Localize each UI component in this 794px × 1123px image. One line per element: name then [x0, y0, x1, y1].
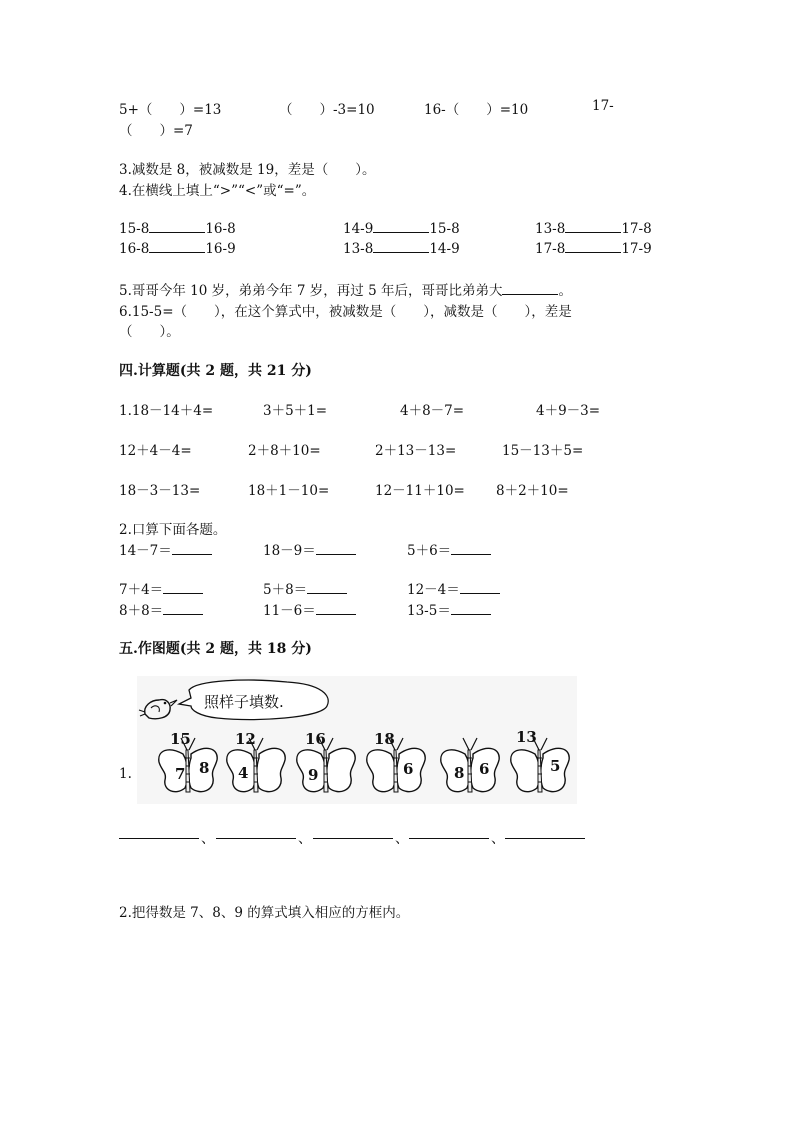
- oral-item: 5＋8＝: [263, 578, 347, 598]
- butterfly-top-number: 16: [305, 730, 326, 748]
- calc-item: 8＋2＋10=: [496, 483, 569, 499]
- answer-blank[interactable]: [149, 219, 205, 233]
- question-6-continued: （ ）。: [119, 324, 180, 340]
- butterfly-right-number: 6: [403, 760, 414, 778]
- butterfly-row: [155, 728, 575, 802]
- question-2-prompt: 2.口算下面各题。: [119, 522, 227, 538]
- blank-question-d-start: 17-: [592, 98, 614, 114]
- calc-item: 4＋9－3=: [536, 403, 601, 419]
- question-3: 3.减数是 8，被减数是 19，差是（ ）。: [119, 162, 376, 178]
- blank-question-d-end: （ ）=7: [119, 123, 193, 139]
- calc-item: 15－13＋5=: [502, 443, 584, 459]
- blank-question-a: 5+（ ）=13: [119, 102, 222, 118]
- calc-item: 12＋4－4=: [119, 443, 192, 459]
- answer-line[interactable]: [313, 838, 393, 840]
- oral-item: 13-5＝: [407, 599, 491, 619]
- question-4-prompt: 4.在横线上填上“>”“<”或“=”。: [119, 183, 316, 199]
- separator: 、: [201, 831, 215, 847]
- calc-item: 2＋13－13=: [375, 443, 457, 459]
- answer-blank[interactable]: [373, 219, 429, 233]
- answer-blank[interactable]: [149, 239, 205, 253]
- calc-item: 12－11＋10=: [375, 483, 465, 499]
- compare-item: 14-9 15-8: [343, 221, 460, 237]
- butterfly-top-number: 18: [374, 730, 395, 748]
- oral-item: 14－7＝: [119, 539, 212, 559]
- calc-item: 18＋1－10=: [248, 483, 330, 499]
- answer-line[interactable]: [216, 838, 296, 840]
- butterfly-top-number: 12: [235, 730, 256, 748]
- answer-blank[interactable]: [502, 281, 558, 295]
- calc-item: 2＋8＋10=: [248, 443, 321, 459]
- bird-icon: [139, 700, 177, 719]
- answer-blank[interactable]: [163, 601, 203, 615]
- butterfly-right-number: 8: [199, 759, 210, 777]
- compare-item: 13-8 17-8: [535, 221, 652, 237]
- oral-item: 7＋4＝: [119, 578, 203, 598]
- compare-item: 16-8 16-9: [119, 241, 236, 257]
- answer-line[interactable]: [505, 838, 585, 840]
- blank-question-b: （ ）-3=10: [279, 102, 375, 118]
- question-1-label: 1.: [119, 766, 132, 782]
- answer-blank[interactable]: [451, 541, 491, 555]
- answer-blank[interactable]: [163, 580, 203, 594]
- compare-item: 17-8 17-9: [535, 241, 652, 257]
- oral-item: 5＋6＝: [407, 539, 491, 559]
- oral-item: 8＋8＝: [119, 599, 203, 619]
- butterfly-left-number: 7: [175, 765, 186, 783]
- butterfly-left-number: 4: [238, 764, 249, 782]
- butterfly-icon: [441, 738, 499, 792]
- calc-item: 3＋5＋1=: [263, 403, 328, 419]
- calc-item: 4＋8－7=: [400, 403, 465, 419]
- section-5-question-2: 2.把得数是 7、8、9 的算式填入相应的方框内。: [119, 905, 410, 921]
- speech-bubble-text: 照样子填数.: [204, 693, 284, 711]
- compare-item: 15-8 16-8: [119, 221, 236, 237]
- butterfly-top-number: 13: [516, 728, 537, 746]
- separator: 、: [298, 831, 312, 847]
- oral-item: 12－4＝: [407, 578, 500, 598]
- answer-blank[interactable]: [460, 580, 500, 594]
- section-4-title: 四.计算题(共 2 题，共 21 分): [119, 363, 312, 379]
- answer-blank[interactable]: [373, 239, 429, 253]
- answer-blank[interactable]: [316, 601, 356, 615]
- question-6: 6.15-5=（ ），在这个算式中，被减数是（ ），减数是（ ），差是: [119, 304, 572, 320]
- butterfly-right-number: 5: [550, 757, 561, 775]
- oral-item: 11－6＝: [263, 599, 356, 619]
- compare-item: 13-8 14-9: [343, 241, 460, 257]
- blank-question-c: 16-（ ）=10: [424, 102, 529, 118]
- answer-blank[interactable]: [565, 219, 621, 233]
- answer-blank[interactable]: [307, 580, 347, 594]
- calc-item: 1.18－14＋4=: [119, 403, 214, 419]
- separator: 、: [395, 831, 409, 847]
- section-5-title: 五.作图题(共 2 题，共 18 分): [119, 641, 312, 657]
- separator: 、: [491, 831, 505, 847]
- answer-line[interactable]: [409, 838, 489, 840]
- answer-line[interactable]: [119, 838, 199, 840]
- answer-blank[interactable]: [565, 239, 621, 253]
- answer-blank[interactable]: [316, 541, 356, 555]
- answer-blank[interactable]: [451, 601, 491, 615]
- butterfly-left-number: 8: [454, 764, 465, 782]
- question-5: 5.哥哥今年 10 岁，弟弟今年 7 岁，再过 5 年后，哥哥比弟弟大 。: [119, 283, 572, 299]
- butterfly-top-number: 15: [170, 730, 191, 748]
- answer-blank[interactable]: [172, 541, 212, 555]
- butterfly-right-number: 6: [479, 760, 490, 778]
- oral-item: 18－9＝: [263, 539, 356, 559]
- calc-item: 18－3－13=: [119, 483, 201, 499]
- butterfly-left-number: 9: [308, 766, 319, 784]
